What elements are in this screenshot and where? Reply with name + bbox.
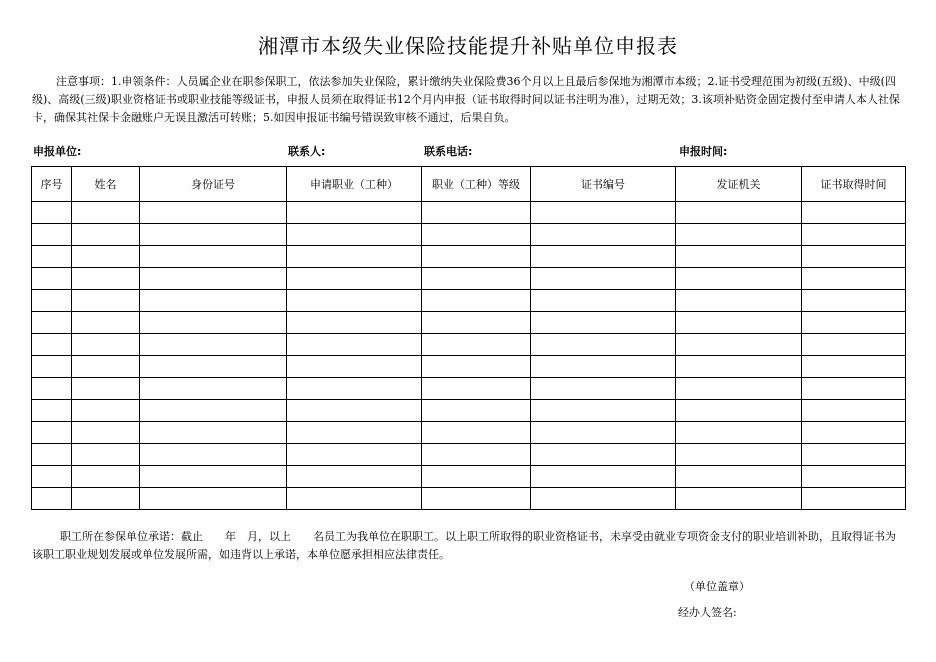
cell-cert-date[interactable]	[802, 246, 906, 268]
cell-name[interactable]	[72, 444, 140, 466]
cell-index[interactable]	[32, 334, 72, 356]
cell-name[interactable]	[72, 312, 140, 334]
cell-cert-number[interactable]	[531, 444, 676, 466]
notice-text: 注意事项：1.申领条件：人员属企业在职参保职工，依法参加失业保险，累计缴纳失业保险费36个月以上且最后参保地为湘潭市本级；2.证书受理范围为初级(五级)、中级(四级)、高级(三级)职业资格证书或职业技能等级证书，申报人员须在取得证书12个月内申报（证书取得时间以证书注明为准），过期无效；3.该项补贴资金固定拨付至申请人本人社保卡，确保其社保卡金融账户无误且激活可转账；5.如因申报证书编号错误致审核不通过，后果自负。	[32, 75, 900, 124]
col-header-occupation: 申请职业（工种）	[287, 167, 422, 202]
cell-occupation[interactable]	[287, 224, 422, 246]
cell-id-number[interactable]	[140, 466, 287, 488]
cell-name[interactable]	[72, 422, 140, 444]
cell-occupation[interactable]	[287, 334, 422, 356]
cell-level[interactable]	[422, 466, 531, 488]
table-row	[32, 290, 906, 312]
table-row	[32, 312, 906, 334]
cell-level[interactable]	[422, 400, 531, 422]
cell-issuer[interactable]	[676, 290, 802, 312]
cell-occupation[interactable]	[287, 444, 422, 466]
cell-level[interactable]	[422, 312, 531, 334]
cell-index[interactable]	[32, 268, 72, 290]
cell-issuer[interactable]	[676, 488, 802, 510]
cell-index[interactable]	[32, 400, 72, 422]
cell-cert-date[interactable]	[802, 268, 906, 290]
cell-cert-date[interactable]	[802, 290, 906, 312]
cell-cert-number[interactable]	[531, 224, 676, 246]
cell-level[interactable]	[422, 422, 531, 444]
cell-issuer[interactable]	[676, 466, 802, 488]
cell-occupation[interactable]	[287, 246, 422, 268]
cell-id-number[interactable]	[140, 400, 287, 422]
cell-cert-number[interactable]	[531, 246, 676, 268]
cell-issuer[interactable]	[676, 224, 802, 246]
cell-cert-date[interactable]	[802, 422, 906, 444]
cell-name[interactable]	[72, 334, 140, 356]
cell-occupation[interactable]	[287, 312, 422, 334]
table-row	[32, 400, 906, 422]
cell-cert-date[interactable]	[802, 488, 906, 510]
cell-cert-date[interactable]	[802, 378, 906, 400]
cell-name[interactable]	[72, 290, 140, 312]
cell-cert-number[interactable]	[531, 488, 676, 510]
col-header-id-number: 身份证号	[140, 167, 287, 202]
cell-occupation[interactable]	[287, 378, 422, 400]
cell-issuer[interactable]	[676, 246, 802, 268]
cell-cert-date[interactable]	[802, 202, 906, 224]
cell-index[interactable]	[32, 444, 72, 466]
cell-cert-number[interactable]	[531, 312, 676, 334]
cell-cert-date[interactable]	[802, 444, 906, 466]
col-header-level: 职业（工种）等级	[422, 167, 531, 202]
cell-cert-number[interactable]	[531, 422, 676, 444]
cell-cert-number[interactable]	[531, 466, 676, 488]
col-header-index: 序号	[32, 167, 72, 202]
cell-id-number[interactable]	[140, 444, 287, 466]
applicant-unit-label: 申报单位:	[33, 145, 82, 158]
cell-id-number[interactable]	[140, 488, 287, 510]
cell-cert-number[interactable]	[531, 202, 676, 224]
cell-id-number[interactable]	[140, 334, 287, 356]
contact-person-label: 联系人:	[288, 145, 326, 158]
table-row	[32, 224, 906, 246]
cell-index[interactable]	[32, 488, 72, 510]
cell-id-number[interactable]	[140, 268, 287, 290]
cell-issuer[interactable]	[676, 202, 802, 224]
cell-occupation[interactable]	[287, 268, 422, 290]
cell-issuer[interactable]	[676, 356, 802, 378]
cell-cert-date[interactable]	[802, 466, 906, 488]
col-header-name: 姓名	[72, 167, 140, 202]
cell-id-number[interactable]	[140, 246, 287, 268]
cell-occupation[interactable]	[287, 422, 422, 444]
table-row	[32, 356, 906, 378]
cell-cert-date[interactable]	[802, 312, 906, 334]
table-row	[32, 422, 906, 444]
cell-level[interactable]	[422, 246, 531, 268]
cell-issuer[interactable]	[676, 444, 802, 466]
cell-index[interactable]	[32, 290, 72, 312]
cell-id-number[interactable]	[140, 422, 287, 444]
cell-name[interactable]	[72, 356, 140, 378]
cell-index[interactable]	[32, 356, 72, 378]
cell-index[interactable]	[32, 246, 72, 268]
col-header-cert-date: 证书取得时间	[802, 167, 906, 202]
cell-level[interactable]	[422, 378, 531, 400]
cell-level[interactable]	[422, 224, 531, 246]
cell-name[interactable]	[72, 246, 140, 268]
cell-id-number[interactable]	[140, 290, 287, 312]
cell-cert-date[interactable]	[802, 356, 906, 378]
cell-occupation[interactable]	[287, 202, 422, 224]
cell-occupation[interactable]	[287, 356, 422, 378]
cell-level[interactable]	[422, 290, 531, 312]
cell-occupation[interactable]	[287, 488, 422, 510]
cell-cert-number[interactable]	[531, 400, 676, 422]
cell-cert-number[interactable]	[531, 268, 676, 290]
cell-id-number[interactable]	[140, 378, 287, 400]
cell-cert-date[interactable]	[802, 400, 906, 422]
cell-cert-date[interactable]	[802, 224, 906, 246]
unit-seal-label: （单位盖章）	[684, 580, 750, 593]
cell-occupation[interactable]	[287, 466, 422, 488]
table-row	[32, 488, 906, 510]
cell-cert-number[interactable]	[531, 290, 676, 312]
cell-index[interactable]	[32, 422, 72, 444]
cell-name[interactable]	[72, 488, 140, 510]
application-table	[31, 166, 906, 510]
cell-level[interactable]	[422, 202, 531, 224]
commitment-text: 职工所在参保单位承诺：截止 年 月，以上 名员工为我单位在职职工。以上职工所取得的职业资格证书，未享受由就业专项资金支付的职业培训补助，且取得证书为该职工职业规划发展或单位发展所需，如违背以上承诺，本单位愿承担相应法律责任。	[32, 530, 896, 561]
cell-name[interactable]	[72, 378, 140, 400]
cell-level[interactable]	[422, 356, 531, 378]
handler-signature-label: 经办人签名:	[678, 606, 737, 619]
table-row	[32, 444, 906, 466]
cell-name[interactable]	[72, 202, 140, 224]
cell-occupation[interactable]	[287, 400, 422, 422]
cell-name[interactable]	[72, 466, 140, 488]
cell-id-number[interactable]	[140, 356, 287, 378]
col-header-cert-number: 证书编号	[531, 167, 676, 202]
col-header-issuer: 发证机关	[676, 167, 802, 202]
cell-issuer[interactable]	[676, 334, 802, 356]
cell-issuer[interactable]	[676, 378, 802, 400]
table-row	[32, 268, 906, 290]
application-time-label: 申报时间:	[679, 145, 728, 158]
form-title: 湘潭市本级失业保险技能提升补贴单位申报表	[258, 34, 678, 58]
cell-index[interactable]	[32, 202, 72, 224]
cell-occupation[interactable]	[287, 290, 422, 312]
cell-level[interactable]	[422, 488, 531, 510]
table-row	[32, 334, 906, 356]
table-row	[32, 466, 906, 488]
cell-cert-number[interactable]	[531, 356, 676, 378]
cell-issuer[interactable]	[676, 268, 802, 290]
cell-index[interactable]	[32, 378, 72, 400]
cell-cert-number[interactable]	[531, 334, 676, 356]
table-row	[32, 246, 906, 268]
cell-cert-number[interactable]	[531, 378, 676, 400]
cell-id-number[interactable]	[140, 202, 287, 224]
cell-index[interactable]	[32, 312, 72, 334]
cell-cert-date[interactable]	[802, 334, 906, 356]
table-body	[32, 202, 906, 510]
cell-issuer[interactable]	[676, 400, 802, 422]
cell-name[interactable]	[72, 268, 140, 290]
cell-index[interactable]	[32, 466, 72, 488]
table-header-row	[32, 167, 906, 202]
cell-id-number[interactable]	[140, 224, 287, 246]
cell-name[interactable]	[72, 400, 140, 422]
cell-issuer[interactable]	[676, 312, 802, 334]
contact-phone-label: 联系电话:	[424, 145, 473, 158]
cell-id-number[interactable]	[140, 312, 287, 334]
cell-name[interactable]	[72, 224, 140, 246]
table-row	[32, 378, 906, 400]
cell-issuer[interactable]	[676, 422, 802, 444]
cell-level[interactable]	[422, 444, 531, 466]
table-row	[32, 202, 906, 224]
cell-level[interactable]	[422, 268, 531, 290]
cell-index[interactable]	[32, 224, 72, 246]
cell-level[interactable]	[422, 334, 531, 356]
